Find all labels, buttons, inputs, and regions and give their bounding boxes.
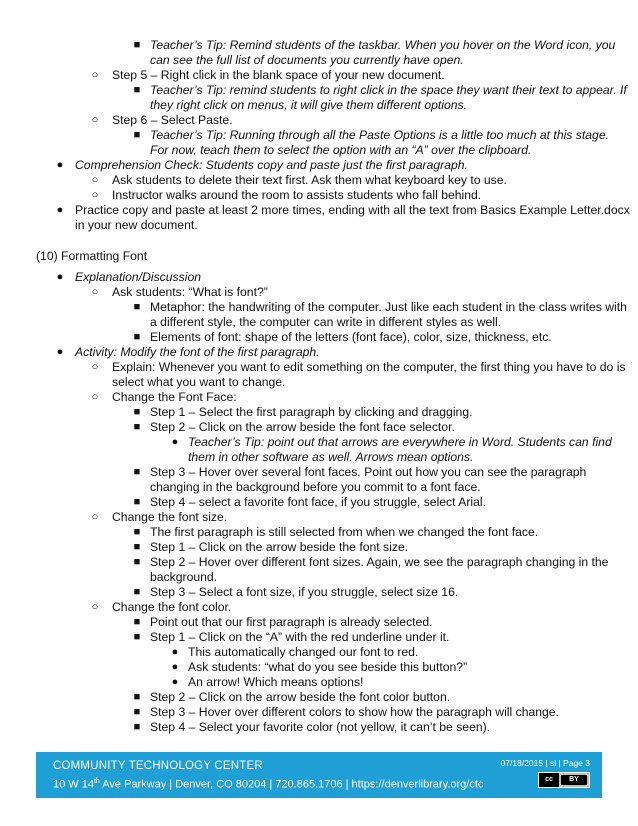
text-line: Comprehension Check: Students copy and paste just the first paragraph. [75,158,468,172]
disc-bullet: ● [56,159,64,171]
text-line: Ask students: “What is font?” [112,285,268,299]
text-line: Change the Font Face: [112,390,237,404]
circle-bullet: ○ [91,601,99,613]
square-bullet: ■ [133,39,141,51]
text-line: select what you want to change. [112,375,286,389]
circle-bullet: ○ [91,391,99,403]
square-bullet: ■ [133,129,141,141]
square-bullet: ■ [133,301,141,313]
text-line: Step 3 – Select a font size, if you struggle, select size 16. [150,585,459,599]
text-line: Activity: Modify the font of the first paragraph. [75,345,320,359]
text-line: Step 3 – Hover over different colors to show how the paragraph will change. [150,705,559,719]
square-bullet: ■ [133,406,141,418]
text-line: Elements of font: shape of the letters (font face), color, size, thickness, etc. [150,330,552,344]
footer-org-name: COMMUNITY TECHNOLOGY CENTER [53,760,263,772]
cc-icon: cc [539,773,559,787]
square-bullet: ■ [133,556,141,568]
text-line: Step 2 – Click on the arrow beside the font color button. [150,690,451,704]
text-line: For now, teach them to select the option with an “A” over the clipboard. [150,143,532,157]
text-line: Ask students to delete their text first. Ask them what keyboard key to use. [112,173,507,187]
disc-bullet: ● [56,271,64,283]
text-line: Step 4 – select a favorite font face, if you struggle, select Arial. [150,495,487,509]
text-line: them in other software as well. Arrows mean options. [188,450,474,464]
square-bullet: ■ [133,496,141,508]
text-line: Point out that our first paragraph is already selected. [150,615,433,629]
circle-bullet: ○ [91,286,99,298]
square-bullet: ■ [133,691,141,703]
disc-bullet: ● [56,204,64,216]
text-line: Step 2 – Hover over different font sizes. Again, we see the paragraph changing in the [150,555,609,569]
square-bullet: ■ [133,541,141,553]
text-line: changing in the background before you commit to a font face. [150,480,481,494]
text-line: Step 2 – Click on the arrow beside the font face selector. [150,420,455,434]
circle-bullet: ○ [91,114,99,126]
square-bullet: ■ [133,616,141,628]
text-line: Ask students: “what do you see beside this button?” [188,660,468,674]
cc-by-icon: BY [561,775,587,785]
footer-address-rest: Ave Parkway | Denver, CO 80204 | 720.865.1706 | https://denverlibrary.org/ctc [99,778,484,791]
text-line: This automatically changed our font to red. [188,645,419,659]
text-line: Explain: Whenever you want to edit something on the computer, the first thing you have to do is [112,360,626,374]
footer-address-street: 10 W 14 [53,778,94,791]
square-bullet: ■ [133,721,141,733]
cc-license-badge [538,772,590,788]
text-line: Practice copy and paste at least 2 more times, ending with all the text from Basics Example Letter.docx [75,203,630,217]
square-bullet: ■ [133,421,141,433]
text-line: in your new document. [75,218,198,232]
disc-bullet: ● [171,661,179,673]
section-heading: (10) Formatting Font [36,249,148,263]
disc-bullet: ● [56,346,64,358]
text-line: Teacher’s Tip: remind students to right click in the space they want their text to appear. If [150,83,627,97]
text-line: they right click on menus, it will give them different options. [150,98,468,112]
square-bullet: ■ [133,631,141,643]
footer-address [53,778,483,791]
circle-bullet: ○ [91,174,99,186]
text-line: Change the font color. [112,600,232,614]
text-line: Teacher’s Tip: Running through all the Paste Options is a little too much at this stage. [150,128,609,142]
disc-bullet: ● [171,436,179,448]
circle-bullet: ○ [91,189,99,201]
disc-bullet: ● [171,646,179,658]
text-line: Step 1 – Select the first paragraph by clicking and dragging. [150,405,473,419]
square-bullet: ■ [133,466,141,478]
text-line: Explanation/Discussion [75,270,202,284]
text-line: Step 5 – Right click in the blank space of your new document. [112,68,445,82]
text-line: Step 1 – Click on the arrow beside the font size. [150,540,409,554]
text-line: Step 4 – Select your favorite color (not yellow, it can’t be seen). [150,720,491,734]
text-line: An arrow! Which means options! [188,675,364,689]
text-line: background. [150,570,218,584]
text-line: Instructor walks around the room to assists students who fall behind. [112,188,482,202]
text-line: a different style, the computer can write in different styles as well. [150,315,502,329]
circle-bullet: ○ [91,361,99,373]
text-line: Change the font size. [112,510,228,524]
square-bullet: ■ [133,84,141,96]
page-footer [36,752,602,798]
footer-address-suffix: th [93,778,100,785]
text-line: The first paragraph is still selected from when we changed the font face. [150,525,539,539]
text-line: Metaphor: the handwriting of the computer. Just like each student in the class writes with [150,300,627,314]
text-line: Step 6 – Select Paste. [112,113,233,127]
circle-bullet: ○ [91,511,99,523]
text-line: Teacher’s Tip: Remind students of the taskbar. When you hover on the Word icon, you [150,38,616,52]
text-line: Teacher’s Tip: point out that arrows are everywhere in Word. Students can find [188,435,612,449]
disc-bullet: ● [171,676,179,688]
square-bullet: ■ [133,331,141,343]
footer-page-info: 07/18/2015 | sl | Page 3 [500,758,590,768]
text-line: can see the full list of documents you currently have open. [150,53,464,67]
text-line: Step 3 – Hover over several font faces. Point out how you can see the paragraph [150,465,587,479]
square-bullet: ■ [133,706,141,718]
square-bullet: ■ [133,586,141,598]
circle-bullet: ○ [91,69,99,81]
square-bullet: ■ [133,526,141,538]
text-line: Step 1 – Click on the “A” with the red underline under it. [150,630,450,644]
